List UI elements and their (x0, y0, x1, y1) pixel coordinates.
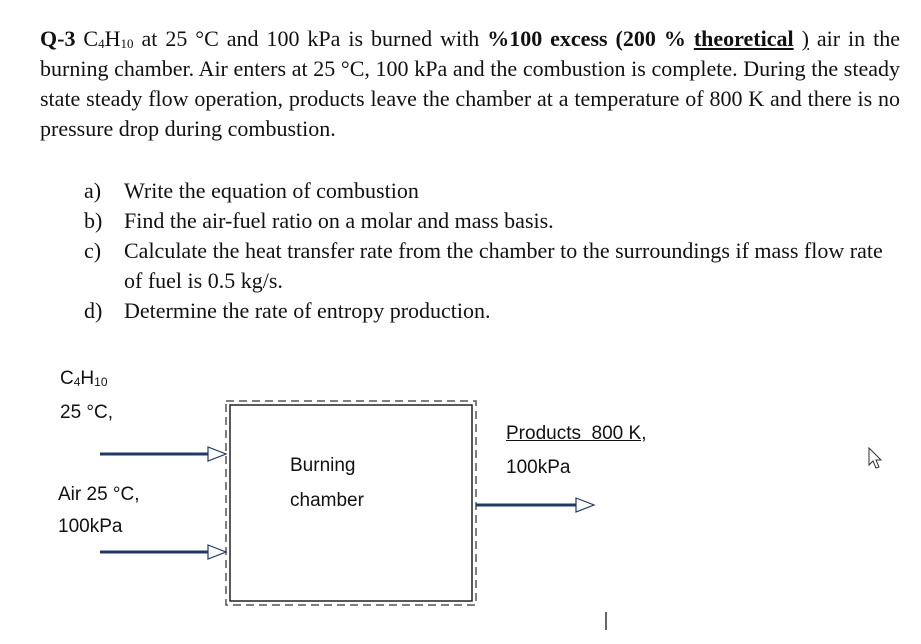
question-label: Q-3 (40, 26, 76, 51)
closing-paren: ) (801, 26, 809, 51)
sub-question-c: c) Calculate the heat transfer rate from the chamber to the surroundings if mass flow rate of fuel is 0.5 kg/s. (84, 238, 883, 293)
sub-question-b: b) Find the air-fuel ratio on a molar and mass basis. (84, 208, 554, 233)
air-conditions-line1: Air 25 °C, (58, 484, 140, 505)
sub-question-a: a) Write the equation of combustion (84, 178, 419, 203)
excess-air: %100 excess (200 % theoretical (487, 26, 794, 51)
products-arrowhead (576, 498, 594, 512)
products-label-line2: 100kPa (506, 457, 571, 478)
fuel-arrowhead (208, 447, 226, 461)
sub-question-d: d) Determine the rate of entropy production. (84, 298, 491, 323)
air-arrowhead (208, 545, 226, 559)
fuel-formula: $C_4H_{10}$ (83, 26, 134, 51)
products-label-line1: Products 800 K, (506, 423, 647, 444)
chamber-label-line2: chamber (290, 490, 364, 511)
fuel-temperature: 25 °C, (60, 402, 114, 423)
chamber-label-line1: Burning (290, 455, 356, 476)
question-rest: air in the burning chamber. Air enters at 25 °C, 100 kPa and the combustion is complete. During the steady state steady flow operation, products leave the chamber at a temperature of 800 K and there is no pressure drop during combustion. (40, 26, 900, 141)
mouse-cursor-icon (869, 448, 881, 468)
fuel-label: $C_4H_{10}$ (60, 368, 108, 389)
question-intro: at 25 °C and 100 kPa is burned with (133, 26, 488, 51)
air-conditions-line2: 100kPa (58, 516, 123, 537)
